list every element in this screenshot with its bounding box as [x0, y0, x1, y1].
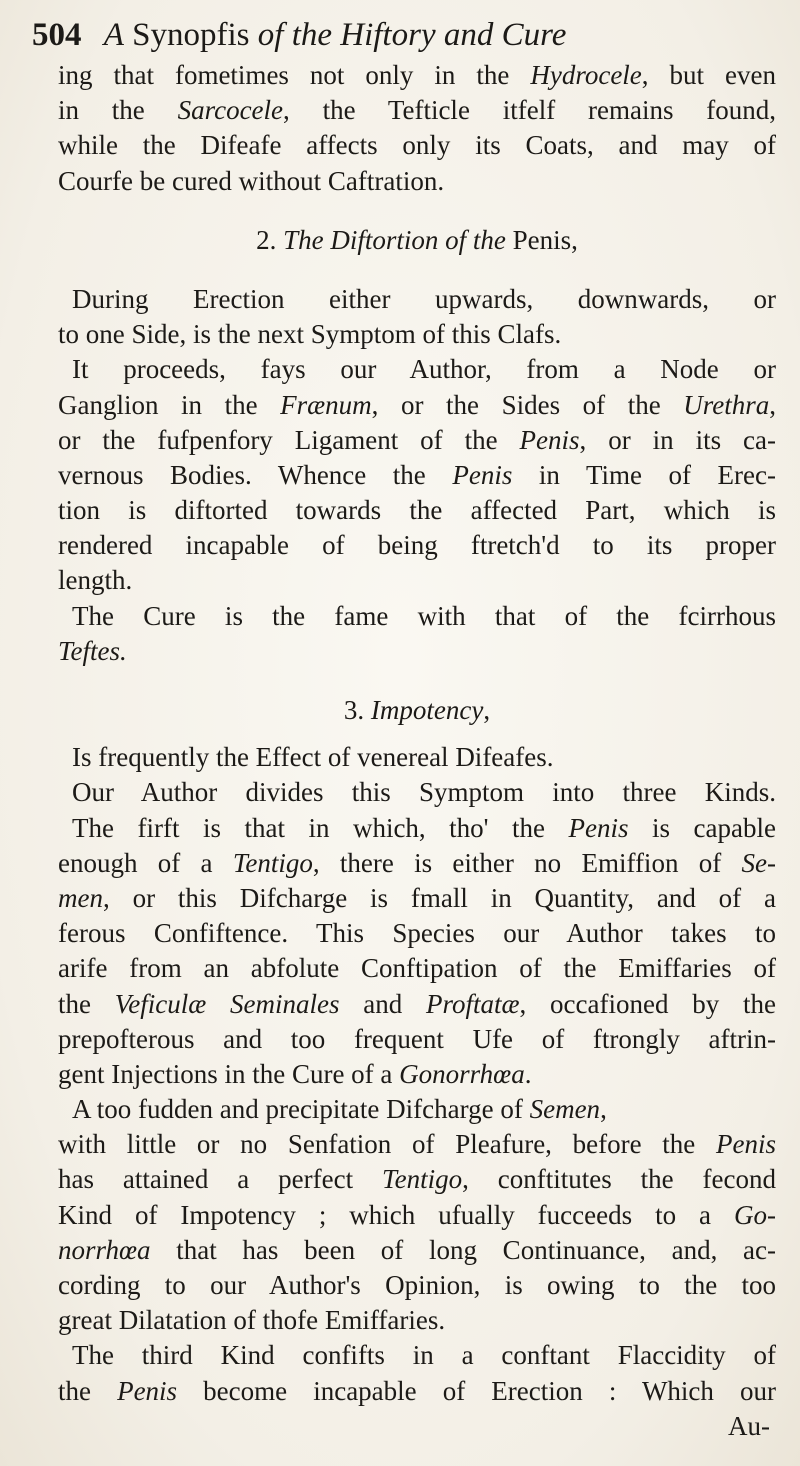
text-line: in the Sarcocele, the Tefticle itfelf remains found, [58, 95, 776, 126]
header-title-a: A [103, 17, 124, 53]
text-line: vernous Bodies. Whence the Penis in Time of Erec- [58, 459, 776, 490]
paragraph-distortion-intro [58, 282, 776, 352]
text-line: enough of a Tentigo, there is either no Emiffion of Se- [58, 847, 776, 878]
text-line: The third Kind confifts in a conftant Flaccidity of [72, 1340, 776, 1371]
text-line: men, or this Difcharge is fmall in Quantity, and of a [58, 882, 776, 913]
text-line: length. [58, 565, 133, 596]
running-header [32, 12, 772, 58]
text-line: Is frequently the Effect of venereal Difeafes. [72, 742, 554, 773]
text-line: Our Author divides this Symptom into three Kinds. [72, 777, 776, 808]
text-line: rendered incapable of being ftretch'd to its proper [58, 530, 776, 561]
paragraph-impotency [58, 740, 776, 1092]
text-line: prepofterous and too frequent Ufe of ftrongly aftrin- [58, 1023, 776, 1054]
text-line: Kind of Impotency ; which ufually fucceeds to a Go- [58, 1199, 776, 1230]
text-line: the Penis become incapable of Erection : Which our [58, 1375, 776, 1406]
text-line: Ganglion in the Frænum, or the Sides of the Urethra, [58, 389, 776, 420]
paragraph-distortion-cause [58, 352, 776, 598]
paragraph-second-kind [58, 1092, 776, 1338]
text-line: great Dilatation of thofe Emiffaries. [58, 1305, 446, 1336]
text-line: while the Difeafe affects only its Coats, and may of [58, 130, 776, 161]
text-line: Courfe be cured without Caftration. [58, 165, 445, 196]
text-line: arife from an abfolute Conftipation of the Emiffaries of [58, 953, 776, 984]
paragraph-distortion-cure [58, 599, 776, 669]
text-line: It proceeds, fays our Author, from a Node or [72, 354, 776, 385]
text-line: with little or no Senfation of Pleafure, before the Penis [58, 1129, 776, 1160]
paragraph-third-kind [58, 1338, 776, 1408]
header-title-synopsis: Synopfis [132, 17, 250, 53]
page-number: 504 [32, 17, 82, 53]
paragraph-continuation [58, 58, 776, 199]
text-line: cording to our Author's Opinion, is owing to the too [58, 1270, 776, 1300]
body-text [58, 58, 776, 1444]
text-line: The firft is that in which, tho' the Penis is capable [72, 812, 776, 843]
text-line: The Cure is the fame with that of the fcirrhous [72, 600, 776, 631]
text-line: During Erection either upwards, downwards, or [72, 283, 776, 314]
text-line: norrhœa that has been of long Continuance, and, ac- [58, 1234, 776, 1265]
header-title-rest: of the Hiftory and Cure [257, 17, 567, 53]
text-line: Teftes. [58, 635, 127, 666]
text-line: ing that fometimes not only in the Hydrocele, but even [58, 60, 776, 90]
text-line: tion is diftorted towards the affected Part, which is [58, 495, 776, 526]
text-line: ferous Confiftence. This Species our Author takes to [58, 918, 776, 949]
catchword: Au- [728, 1410, 770, 1441]
text-line: the Veficulæ Seminales and Proftatæ, occafioned by the [58, 988, 776, 1019]
section-heading-impotency: 3. Impotency, [343, 695, 491, 725]
text-line: A too fudden and precipitate Difcharge of Semen, [72, 1094, 607, 1125]
text-line: has attained a perfect Tentigo, conftitutes the fecond [58, 1164, 776, 1195]
text-line: gent Injections in the Cure of a Gonorrhœa. [58, 1058, 532, 1089]
section-heading-distortion: 2. The Diftortion of the Penis, [256, 224, 578, 255]
text-line: or the fufpenfory Ligament of the Penis, or in its ca- [58, 424, 776, 455]
text-line: to one Side, is the next Symptom of this Clafs. [58, 319, 562, 350]
